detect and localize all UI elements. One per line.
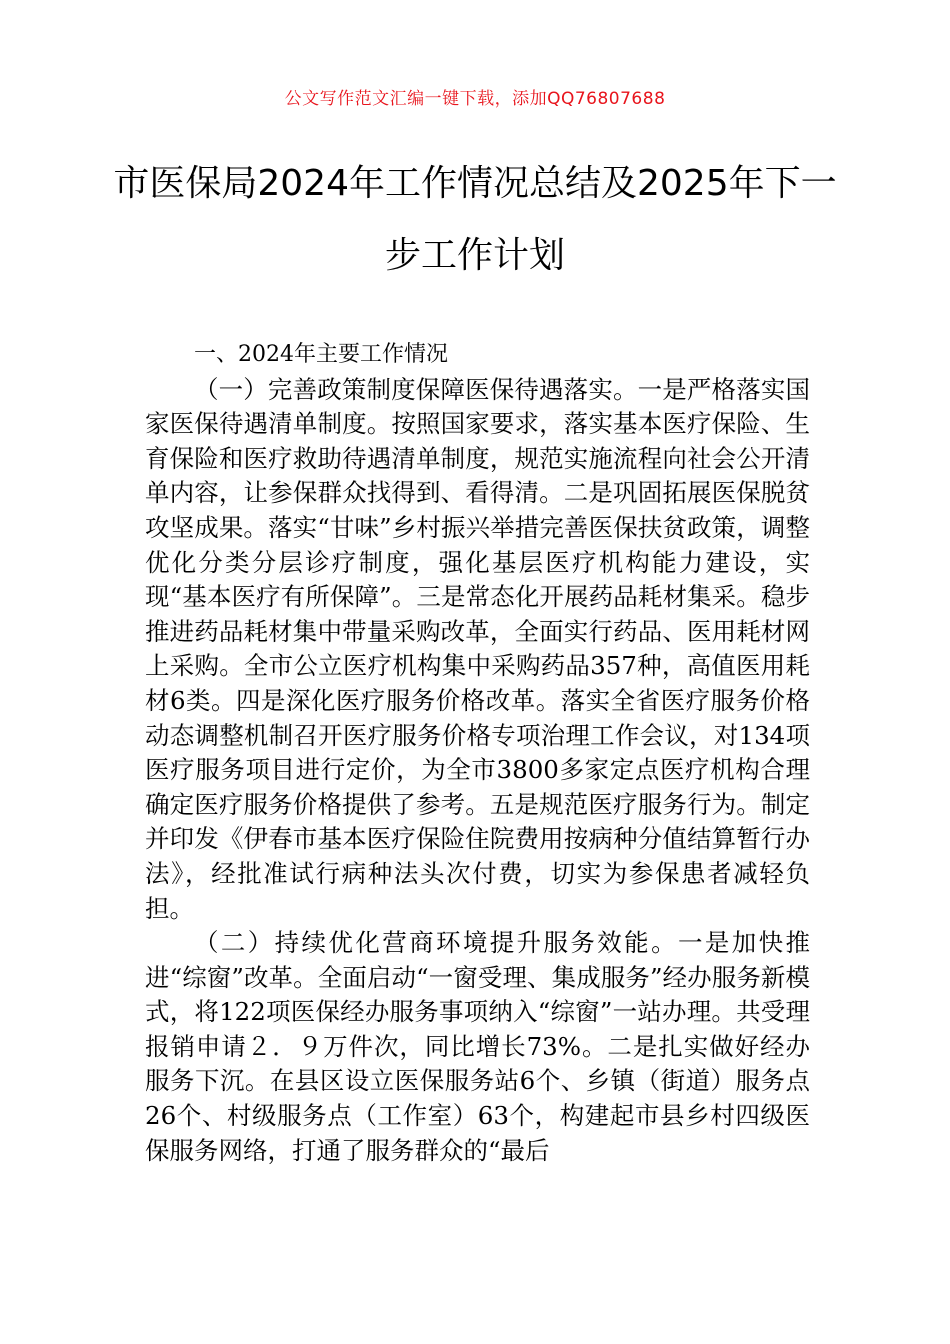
paragraph-1: （一）完善政策制度保障医保待遇落实。一是严格落实国家医保待遇清单制度。按照国家要求，落实基本医疗保险、生育保险和医疗救助待遇清单制度，规范实施流程向社会公开清单内容，让参保群众找得到、看得清。二是巩固拓展医保脱贫攻坚成果。落实“甘味”乡村振兴举措完善医保扶贫政策，调整优化分类分层诊疗制度，强化基层医疗机构能力建设，实现“基本医疗有所保障”。三是常态化开展药品耗材集采。稳步推进药品耗材集中带量采购改革，全面实行药品、医用耗材网上采购。全市公立医疗机构集中采购药品357种，高值医用耗材6类。四是深化医疗服务价格改革。落实全省医疗服务价格动态调整机制召开医疗服务价格专项治理工作会议，对134项医疗服务项目进行定价，为全市3800多家定点医疗机构合理确定医疗服务价格提供了参考。五是规范医疗服务行为。制定并印发《伊春市基本医疗保险住院费用按病种分值结算暂行办法》，经批准试行病种法头次付费，切实为参保患者减轻负担。: [145, 374, 810, 923]
document-title: 市医保局2024年工作情况总结及2025年下一步工作计划: [113, 163, 837, 276]
paragraph-2: （二）持续优化营商环境提升服务效能。一是加快推进“综窗”改革。全面启动“一窗受理、集成服务”经办服务新模式，将122项医保经办服务事项纳入“综窗”一站办理。共受理报销申请２．９万件次，同比增长73%。二是扎实做好经办服务下沉。在县区设立医保服务站6个、乡镇（街道）服务点26个、村级服务点（工作室）63个，构建起市县乡村四级医保服务网络，打通了服务群众的“最后: [145, 928, 810, 1165]
download-banner: 公文写作范文汇编一键下载，添加QQ76807688: [284, 89, 666, 109]
document-body: [145, 338, 810, 1168]
section-heading-1: 一、2024年主要工作情况: [194, 342, 448, 367]
